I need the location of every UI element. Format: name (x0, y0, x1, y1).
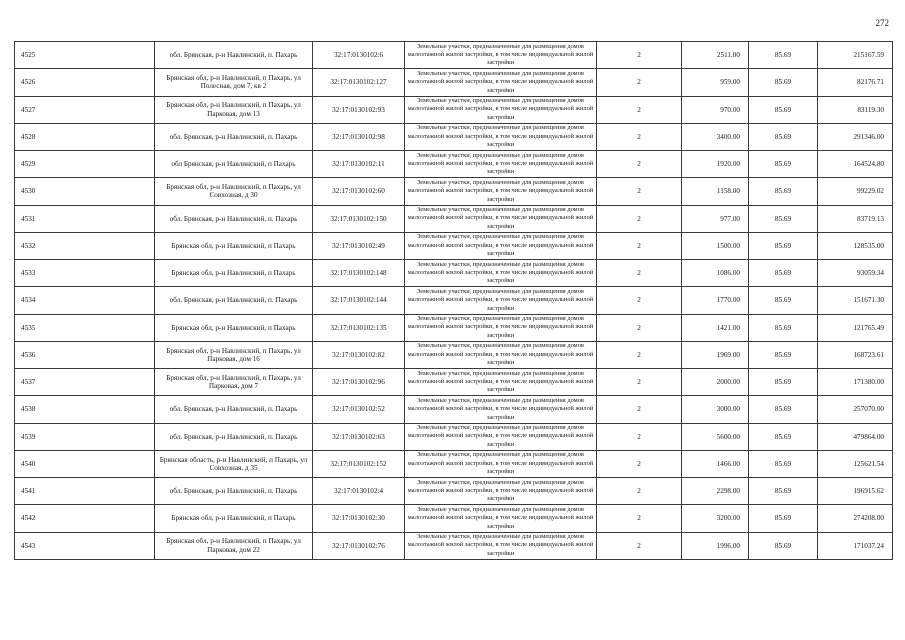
table-row (15, 42, 893, 69)
table-row (15, 450, 893, 477)
land-use-cell: Земельные участки, предназначенные для размещения домов малоэтажной жилой застройки, в том числе индивидуальной жилой застройки (405, 205, 597, 232)
cadastral-value-cell: 121765.49 (818, 314, 893, 341)
table-row (15, 505, 893, 532)
row-number-cell: 4543 (15, 532, 155, 559)
address-cell: Брянская обл, р-н Навлинский, п Пахарь (155, 232, 313, 259)
row-number-cell: 4527 (15, 96, 155, 123)
area-cell: 2298.00 (682, 478, 749, 505)
area-cell: 1466.00 (682, 450, 749, 477)
table-row (15, 423, 893, 450)
cadastral-number-cell: 32:17:0130102:144 (313, 287, 405, 314)
address-cell: Брянская обл, р-н Навлинский, п Пахарь, ул Полесная, дом 7, кв 2 (155, 69, 313, 96)
area-cell: 5600.00 (682, 423, 749, 450)
cadastral-value-cell: 164524.80 (818, 151, 893, 178)
land-use-cell: Земельные участки, предназначенные для размещения домов малоэтажной жилой застройки, в том числе индивидуальной жилой застройки (405, 505, 597, 532)
area-cell: 1969.00 (682, 341, 749, 368)
row-number-cell: 4537 (15, 369, 155, 396)
land-use-cell: Земельные участки, предназначенные для размещения домов малоэтажной жилой застройки, в том числе индивидуальной жилой застройки (405, 260, 597, 287)
area-cell: 2000.00 (682, 369, 749, 396)
table-row (15, 478, 893, 505)
group-cell: 2 (597, 260, 682, 287)
group-cell: 2 (597, 232, 682, 259)
cadastral-number-cell: 32:17:0130102:49 (313, 232, 405, 259)
group-cell: 2 (597, 341, 682, 368)
area-cell: 1158.00 (682, 178, 749, 205)
area-cell: 977.00 (682, 205, 749, 232)
cadastral-value-cell: 151671.30 (818, 287, 893, 314)
cadastral-number-cell: 32:17:0130102:93 (313, 96, 405, 123)
specific-value-cell: 85.69 (749, 151, 818, 178)
group-cell: 2 (597, 423, 682, 450)
cadastral-number-cell: 32:17:0130102:150 (313, 205, 405, 232)
row-number-cell: 4532 (15, 232, 155, 259)
area-cell: 1421.00 (682, 314, 749, 341)
cadastral-number-cell: 32:17:0130102:4 (313, 478, 405, 505)
specific-value-cell: 85.69 (749, 260, 818, 287)
group-cell: 2 (597, 178, 682, 205)
table-row (15, 178, 893, 205)
specific-value-cell: 85.69 (749, 532, 818, 559)
area-cell: 3400.00 (682, 123, 749, 150)
address-cell: обл. Брянская, р-н Навлинский, п. Пахарь (155, 396, 313, 423)
address-cell: обл. Брянская, р-н Навлинский, п. Пахарь (155, 478, 313, 505)
address-cell: обл. Брянская, р-н Навлинский, п. Пахарь (155, 42, 313, 69)
specific-value-cell: 85.69 (749, 369, 818, 396)
land-use-cell: Земельные участки, предназначенные для размещения домов малоэтажной жилой застройки, в том числе индивидуальной жилой застройки (405, 369, 597, 396)
cadastral-value-cell: 215167.59 (818, 42, 893, 69)
row-number-cell: 4526 (15, 69, 155, 96)
cadastral-number-cell: 32:17:0130102:30 (313, 505, 405, 532)
cadastral-number-cell: 32:17:0130102:82 (313, 341, 405, 368)
cadastral-value-cell: 257070.00 (818, 396, 893, 423)
land-use-cell: Земельные участки, предназначенные для размещения домов малоэтажной жилой застройки, в том числе индивидуальной жилой застройки (405, 42, 597, 69)
row-number-cell: 4538 (15, 396, 155, 423)
group-cell: 2 (597, 532, 682, 559)
cadastral-number-cell: 32:17:0130102:96 (313, 369, 405, 396)
area-cell: 1086.00 (682, 260, 749, 287)
cadastral-value-cell: 479864.00 (818, 423, 893, 450)
address-cell: Брянская обл, р-н Навлинский, п Пахарь, ул Парковая, дом 13 (155, 96, 313, 123)
specific-value-cell: 85.69 (749, 287, 818, 314)
address-cell: обл. Брянская, р-н Навлинский, п. Пахарь (155, 123, 313, 150)
cadastral-value-cell: 82176.71 (818, 69, 893, 96)
group-cell: 2 (597, 96, 682, 123)
address-cell: обл. Брянская, р-н Навлинский, п. Пахарь (155, 423, 313, 450)
address-cell: Брянская обл, р-н Навлинский, п Пахарь (155, 260, 313, 287)
address-cell: Брянская область, р-н Навлинский, п Пахарь, ул Совхозная, д 35 (155, 450, 313, 477)
land-use-cell: Земельные участки, предназначенные для размещения домов малоэтажной жилой застройки, в том числе индивидуальной жилой застройки (405, 151, 597, 178)
address-cell: обл. Брянская, р-н Навлинский, п. Пахарь (155, 287, 313, 314)
land-use-cell: Земельные участки, предназначенные для размещения домов малоэтажной жилой застройки, в том числе индивидуальной жилой застройки (405, 478, 597, 505)
row-number-cell: 4528 (15, 123, 155, 150)
cadastral-value-cell: 83119.30 (818, 96, 893, 123)
cadastral-number-cell: 32:17:0130102:127 (313, 69, 405, 96)
land-use-cell: Земельные участки, предназначенные для размещения домов малоэтажной жилой застройки, в том числе индивидуальной жилой застройки (405, 396, 597, 423)
area-cell: 1920.00 (682, 151, 749, 178)
cadastral-value-cell: 99229.02 (818, 178, 893, 205)
specific-value-cell: 85.69 (749, 450, 818, 477)
area-cell: 1500.00 (682, 232, 749, 259)
row-number-cell: 4530 (15, 178, 155, 205)
table-row (15, 287, 893, 314)
row-number-cell: 4541 (15, 478, 155, 505)
land-use-cell: Земельные участки, предназначенные для размещения домов малоэтажной жилой застройки, в том числе индивидуальной жилой застройки (405, 341, 597, 368)
group-cell: 2 (597, 123, 682, 150)
address-cell: Брянская обл, р-н Навлинский, п Пахарь, ул Парковая, дом 22 (155, 532, 313, 559)
land-use-cell: Земельные участки, предназначенные для размещения домов малоэтажной жилой застройки, в том числе индивидуальной жилой застройки (405, 178, 597, 205)
cadastral-number-cell: 32:17:0130102:135 (313, 314, 405, 341)
address-cell: обл Брянская, р-н Навлинский, п Пахарь (155, 151, 313, 178)
group-cell: 2 (597, 450, 682, 477)
group-cell: 2 (597, 478, 682, 505)
row-number-cell: 4542 (15, 505, 155, 532)
group-cell: 2 (597, 287, 682, 314)
row-number-cell: 4529 (15, 151, 155, 178)
area-cell: 3000.00 (682, 396, 749, 423)
group-cell: 2 (597, 42, 682, 69)
table-row (15, 232, 893, 259)
address-cell: Брянская обл, р-н Навлинский, п Пахарь, ул Парковая, дом 7 (155, 369, 313, 396)
area-cell: 1770.00 (682, 287, 749, 314)
cadastral-value-cell: 125621.54 (818, 450, 893, 477)
land-use-cell: Земельные участки, предназначенные для размещения домов малоэтажной жилой застройки, в том числе индивидуальной жилой застройки (405, 450, 597, 477)
area-cell: 1996.00 (682, 532, 749, 559)
cadastral-number-cell: 32:17:0130102:11 (313, 151, 405, 178)
specific-value-cell: 85.69 (749, 478, 818, 505)
address-cell: Брянская обл, р-н Навлинский, п Пахарь, ул Совхозная, д 30 (155, 178, 313, 205)
group-cell: 2 (597, 205, 682, 232)
specific-value-cell: 85.69 (749, 205, 818, 232)
specific-value-cell: 85.69 (749, 42, 818, 69)
area-cell: 2511.00 (682, 42, 749, 69)
cadastral-value-cell: 291346.00 (818, 123, 893, 150)
cadastral-number-cell: 32:17:0130102:63 (313, 423, 405, 450)
cadastral-value-cell: 93059.34 (818, 260, 893, 287)
land-use-cell: Земельные участки, предназначенные для размещения домов малоэтажной жилой застройки, в том числе индивидуальной жилой застройки (405, 314, 597, 341)
table-row (15, 532, 893, 559)
cadastral-number-cell: 32:17:0130102:60 (313, 178, 405, 205)
cadastral-value-cell: 196915.62 (818, 478, 893, 505)
page-number: 272 (875, 18, 889, 28)
specific-value-cell: 85.69 (749, 178, 818, 205)
land-use-cell: Земельные участки, предназначенные для размещения домов малоэтажной жилой застройки, в том числе индивидуальной жилой застройки (405, 69, 597, 96)
row-number-cell: 4536 (15, 341, 155, 368)
cadastral-number-cell: 32:17:0130102:6 (313, 42, 405, 69)
row-number-cell: 4525 (15, 42, 155, 69)
address-cell: Брянская обл, р-н Навлинский, п Пахарь (155, 505, 313, 532)
row-number-cell: 4531 (15, 205, 155, 232)
cadastral-value-cell: 171037.24 (818, 532, 893, 559)
land-use-cell: Земельные участки, предназначенные для размещения домов малоэтажной жилой застройки, в том числе индивидуальной жилой застройки (405, 423, 597, 450)
table-row (15, 205, 893, 232)
land-use-cell: Земельные участки, предназначенные для размещения домов малоэтажной жилой застройки, в том числе индивидуальной жилой застройки (405, 96, 597, 123)
cadastral-value-cell: 274208.00 (818, 505, 893, 532)
cadastral-value-cell: 171380.00 (818, 369, 893, 396)
row-number-cell: 4540 (15, 450, 155, 477)
specific-value-cell: 85.69 (749, 505, 818, 532)
row-number-cell: 4534 (15, 287, 155, 314)
cadastral-value-table (14, 41, 893, 560)
land-use-cell: Земельные участки, предназначенные для размещения домов малоэтажной жилой застройки, в том числе индивидуальной жилой застройки (405, 287, 597, 314)
specific-value-cell: 85.69 (749, 396, 818, 423)
group-cell: 2 (597, 151, 682, 178)
address-cell: Брянская обл, р-н Навлинский, п Пахарь, ул Парковая, дом 16 (155, 341, 313, 368)
specific-value-cell: 85.69 (749, 314, 818, 341)
table-row (15, 314, 893, 341)
specific-value-cell: 85.69 (749, 232, 818, 259)
table-row (15, 396, 893, 423)
specific-value-cell: 85.69 (749, 96, 818, 123)
land-use-cell: Земельные участки, предназначенные для размещения домов малоэтажной жилой застройки, в том числе индивидуальной жилой застройки (405, 232, 597, 259)
table-row (15, 341, 893, 368)
area-cell: 970.00 (682, 96, 749, 123)
table-row (15, 123, 893, 150)
row-number-cell: 4535 (15, 314, 155, 341)
group-cell: 2 (597, 396, 682, 423)
cadastral-number-cell: 32:17:0130102:98 (313, 123, 405, 150)
cadastral-value-cell: 83719.13 (818, 205, 893, 232)
group-cell: 2 (597, 314, 682, 341)
group-cell: 2 (597, 369, 682, 396)
specific-value-cell: 85.69 (749, 123, 818, 150)
table-row (15, 151, 893, 178)
cadastral-number-cell: 32:17:0130102:152 (313, 450, 405, 477)
specific-value-cell: 85.69 (749, 423, 818, 450)
cadastral-number-cell: 32:17:0130102:76 (313, 532, 405, 559)
land-use-cell: Земельные участки, предназначенные для размещения домов малоэтажной жилой застройки, в том числе индивидуальной жилой застройки (405, 532, 597, 559)
row-number-cell: 4539 (15, 423, 155, 450)
area-cell: 3200.00 (682, 505, 749, 532)
table-row (15, 369, 893, 396)
group-cell: 2 (597, 69, 682, 96)
area-cell: 959.00 (682, 69, 749, 96)
row-number-cell: 4533 (15, 260, 155, 287)
table-row (15, 96, 893, 123)
group-cell: 2 (597, 505, 682, 532)
land-use-cell: Земельные участки, предназначенные для размещения домов малоэтажной жилой застройки, в том числе индивидуальной жилой застройки (405, 123, 597, 150)
specific-value-cell: 85.69 (749, 341, 818, 368)
cadastral-number-cell: 32:17:0130102:148 (313, 260, 405, 287)
table-row (15, 69, 893, 96)
table-row (15, 260, 893, 287)
specific-value-cell: 85.69 (749, 69, 818, 96)
cadastral-value-cell: 168723.61 (818, 341, 893, 368)
address-cell: Брянская обл, р-н Навлинский, п Пахарь (155, 314, 313, 341)
address-cell: обл. Брянская, р-н Навлинский, п. Пахарь (155, 205, 313, 232)
table-body (15, 42, 893, 560)
cadastral-value-cell: 128535.00 (818, 232, 893, 259)
cadastral-number-cell: 32:17:0130102:52 (313, 396, 405, 423)
